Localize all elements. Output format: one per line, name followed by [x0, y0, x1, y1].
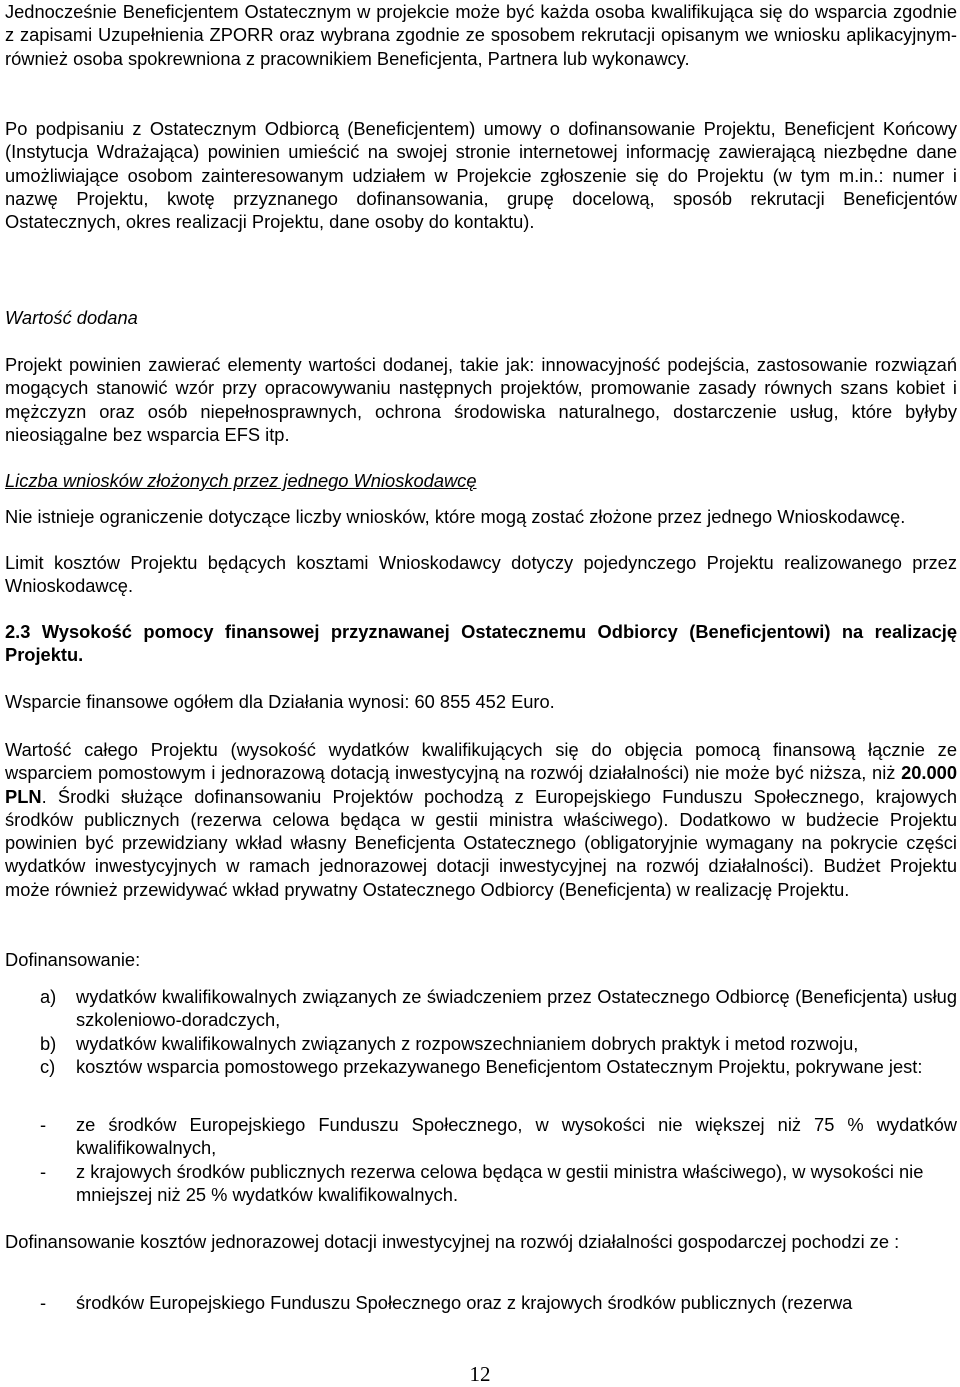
list-item-text: z krajowych środków publicznych rezerwa celowa będąca w gestii ministra właściwego), w wysokości nie mniejszej niż 25 % wydatków kwalifikowalnych. [76, 1160, 924, 1205]
paragraph-ograniczenie-wnioskow: Nie istnieje ograniczenie dotyczące liczby wniosków, które mogą zostać złożone przez jednego Wnioskodawcę. [5, 506, 906, 527]
page-number: 12 [469, 1362, 491, 1386]
heading-dofinansowanie: Dofinansowanie: [5, 949, 141, 970]
paragraph-wsparcie-ogolem: Wsparcie finansowe ogółem dla Działania wynosi: 60 855 452 Euro. [5, 691, 555, 712]
list-item-text: ze środków Europejskiego Funduszu Społecznego, w wysokości nie większej niż 75 % wydatków kwalifikowalnych, [76, 1114, 957, 1159]
list-item-text: wydatków kwalifikowalnych związanych z rozpowszechnianiem dobrych praktyk i metod rozwoju, [76, 1032, 859, 1054]
amount-20000-pln: 20.000 PLN [5, 762, 957, 807]
text-segment: . Środki służące dofinansowaniu Projektów pochodzą z Europejskiego Funduszu Społecznego, krajowych środków publicznych (rezerwa celowa będąca w gestii ministra właściwego). Dodatkowo w budżecie Projektu powinien być przewidziany wkład własny Beneficjenta Ostatecznego (obligatoryjnie wymagany na pokrycie części wydatków inwestycyjnych w ramach jednorazowej dotacji inwestycyjnej na rozwój działalności). Budżet Projektu może również przewidywać wkład prywatny Ostatecznego Odbiorcy (Beneficjenta) w realizację Projektu. [5, 785, 957, 900]
list-marker: - [40, 1160, 47, 1182]
list-item [5, 1291, 957, 1314]
text-segment: Wartość całego Projektu (wysokość wydatków kwalifikujących się do objęcia pomocą finansową łącznie ze wsparciem pomostowym i jednorazową dotacją inwestycyjną na rozwój działalności) nie może być niższa, niż [5, 739, 957, 784]
list-item-text: wydatków kwalifikowalnych związanych ze świadczeniem przez Ostatecznego Odbiorcę (Beneficjenta) usług szkoleniowo-doradczych, [76, 986, 957, 1031]
dash-list-2 [5, 1291, 957, 1314]
list-item-text: środków Europejskiego Funduszu Społecznego oraz z krajowych środków publicznych (rezerwa [76, 1292, 853, 1313]
paragraph-wartosc-dodana: Projekt powinien zawierać elementy wartości dodanej, takie jak: innowacyjność podejścia, zastosowanie rozwiązań mogących stanowić wzór przy opracowywaniu następnych projektów, promowanie zasady równych szans kobiet i mężczyzn oraz osób niepełnosprawnych, ochrona środowiska naturalnego, dostarczenie usług, które byłyby nieosiągalne bez wsparcia EFS itp. [5, 354, 957, 445]
list-marker: b) [40, 1032, 57, 1054]
list-marker: a) [40, 986, 57, 1007]
section-heading-2-3: 2.3 Wysokość pomocy finansowej przyznawanej Ostatecznemu Odbiorcy (Beneficjentowi) na realizację Projektu. [5, 621, 957, 666]
heading-wartosc-dodana: Wartość dodana [5, 307, 138, 328]
paragraph-beneficjent-ostateczny: Jednocześnie Beneficjentem Ostatecznym w projekcie może być każda osoba kwalifikująca się do wsparcia zgodnie z zapisami Uzupełnienia ZPORR oraz wybrana zgodnie ze sposobem rekrutacji opisanym we wniosku aplikacyjnym- również osoba spokrewniona z pracownikiem Beneficjenta, Partnera lub wykonawcy. [5, 1, 957, 69]
list-item [5, 1055, 957, 1078]
list-item [5, 1113, 957, 1160]
list-item [5, 1160, 957, 1207]
list-item [5, 985, 957, 1032]
letter-list [5, 985, 957, 1078]
list-marker: - [40, 1114, 47, 1135]
dash-list [5, 1113, 957, 1206]
paragraph-strona-internetowa: Po podpisaniu z Ostatecznym Odbiorcą (Beneficjentem) umowy o dofinansowanie Projektu, Beneficjent Końcowy (Instytucja Wdrażająca) powinien umieścić na swojej stronie internetowej informację zawierającą niezbędne dane umożliwiające osobom zainteresowanym udziałem w Projekcie zgłoszenie się do Projektu (w tym m.in.: numer i nazwę Projektu, kwotę przyznanego dofinansowania, grupę docelową, sposób rekrutacji Beneficjentów Ostatecznych, okres realizacji Projektu, dane osoby do kontaktu). [5, 118, 957, 233]
list-item [5, 1032, 957, 1055]
paragraph-dotacja-inwestycyjna: Dofinansowanie kosztów jednorazowej dotacji inwestycyjnej na rozwój działalności gospodarczej pochodzi ze : [5, 1231, 900, 1252]
list-item-text: kosztów wsparcia pomostowego przekazywanego Beneficjentom Ostatecznym Projektu, pokrywane jest: [76, 1055, 923, 1077]
paragraph-wartosc-projektu [5, 738, 957, 901]
list-marker: c) [40, 1055, 56, 1077]
list-marker: - [40, 1292, 47, 1313]
heading-liczba-wnioskow: Liczba wniosków złożonych przez jednego Wnioskodawcę [5, 470, 477, 491]
paragraph-limit-kosztow: Limit kosztów Projektu będących kosztami Wnioskodawcy dotyczy pojedynczego Projektu realizowanego przez Wnioskodawcę. [5, 552, 957, 597]
